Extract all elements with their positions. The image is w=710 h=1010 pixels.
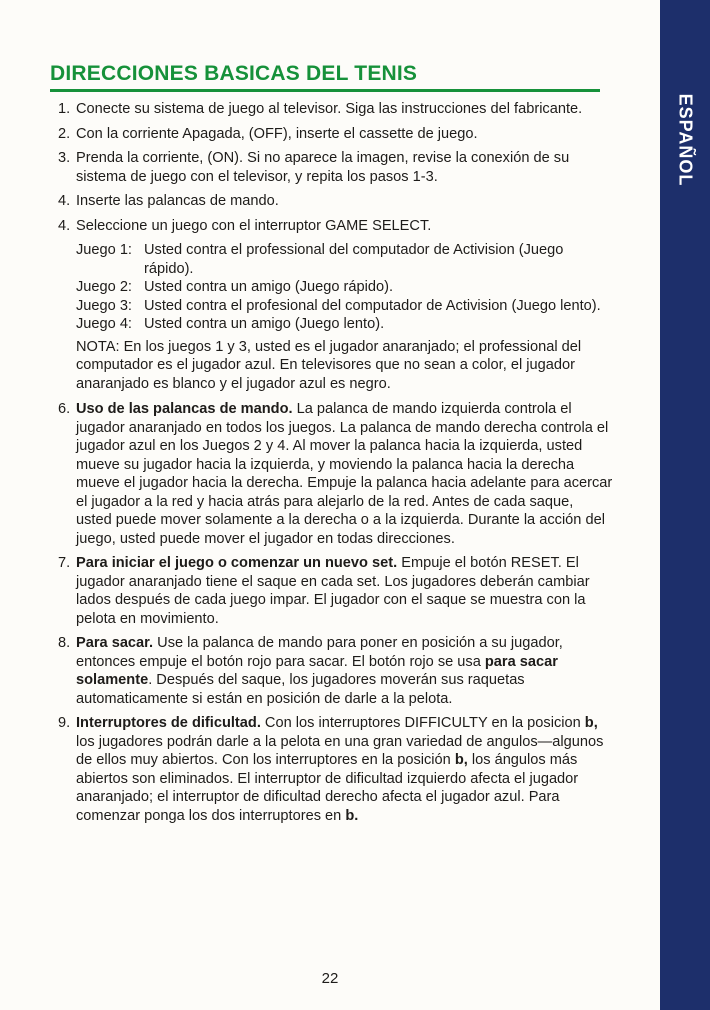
page-number: 22 [321, 970, 339, 987]
emphasis-text: b. [345, 807, 359, 824]
step-number: 9. [58, 715, 71, 731]
step-text: La palanca de mando izquierda controla el jugador anaranjado en todos los juegos. La palanca de mando derecha controla el jugador azul en los Juegos 2 y 4. Al mover la palanca hacia la izquierda, usted mueve su jugador hacia la izquierda, y moviendo la palanca hacia la derecha mueve el jugador hacia la derecha. Empuje la palanca hacia adelante para acercar el jugador a la red y hacia atrás para alejarlo de la red. Antes de cada saque, usted puede mover solamente a la derecha o a la izquierda. Durante la acción del juego, usted puede mover el jugador en todas direcciones. [76, 401, 613, 547]
language-tab-label: ESPAÑOL [675, 93, 696, 187]
step-heading: Uso de las palancas de mando. [76, 401, 293, 417]
step-number: 3. [58, 150, 71, 166]
step-text: Use la palanca de mando para poner en posición a su jugador, entonces empuje el botón rojo para sacar. El botón rojo se usa [76, 635, 563, 670]
instructions-body [48, 100, 613, 831]
step-number: 1. [58, 101, 71, 117]
step-text: Prenda la corriente, (ON). Si no aparece la imagen, revise la conexión de su sistema de juego con el televisor, y repita los pasos 1-3. [76, 150, 570, 185]
emphasis-text: b, [584, 715, 598, 731]
title-underline [50, 89, 600, 92]
game-description: Usted contra el professional del computador de Activision (Juego rápido). [144, 242, 564, 277]
step-4-controllers [48, 192, 613, 211]
step-3 [48, 149, 613, 186]
step-1 [48, 100, 613, 119]
page-title: DIRECCIONES BASICAS DEL TENIS [50, 62, 418, 85]
step-8 [48, 634, 613, 708]
game-description: Usted contra un amigo (Juego rápido). [144, 279, 394, 295]
step-text: Con la corriente Apagada, (OFF), inserte el cassette de juego. [76, 125, 478, 142]
game-description: Usted contra el profesional del computador de Activision (Juego lento). [144, 297, 601, 314]
step-heading: Para sacar. [76, 635, 154, 651]
step-4-select [48, 217, 613, 236]
step-9 [48, 714, 613, 825]
step-text: Empuje el botón RESET. El jugador anaranjado tiene el saque en cada set. Los jugadores deberán cambiar lados después de cada juego impar. El jugador con el saque se muestra con la pelota en movimiento. [76, 555, 590, 627]
step-6 [48, 400, 613, 548]
step-text: Conecte su sistema de juego al televisor. Siga las instrucciones del fabricante. [76, 101, 583, 117]
emphasis-text: b, [454, 752, 468, 768]
emphasis-text: para sacar solamente [76, 653, 558, 688]
game-label: Juego 4: [76, 316, 132, 332]
step-number: 4. [58, 193, 71, 209]
game-description: Usted contra un amigo (Juego lento). [144, 316, 385, 332]
step-number: 7. [58, 555, 71, 571]
step-number: 4. [58, 217, 71, 234]
step-number: 8. [58, 635, 71, 651]
note-paragraph: NOTA: En los juegos 1 y 3, usted es el jugador anaranjado; el professional del computador es el jugador azul. En televisores que no sean a color, el jugador anaranjado es blanco y el jugador azul es negro. [76, 338, 582, 392]
game-label: Juego 2: [76, 279, 132, 295]
step-heading: Para iniciar el juego o comenzar un nuevo set. [76, 555, 398, 571]
step-text: los jugadores podrán darle a la pelota en una gran variedad de angulos—algunos de ellos muy abiertos. Con los interruptores en la posición [76, 733, 604, 768]
step-text: . Después del saque, los jugadores moverán sus raquetas automaticamente si están en posición de darle a la pelota. [76, 672, 525, 707]
step-heading: Interruptores de dificultad. [76, 715, 261, 731]
step-7 [48, 554, 613, 628]
step-2 [48, 125, 613, 144]
step-text: los ángulos más abiertos son eliminados. El interruptor de dificultad izquierdo afecta el jugador anaranjado; el interruptor de dificultad derecho afecta el jugador azul. Para comenzar ponga los dos interruptores en [76, 752, 579, 824]
game-option [76, 315, 613, 334]
game-option [76, 278, 613, 297]
game-list [76, 241, 613, 334]
step-text: Inserte las palancas de mando. [76, 193, 279, 209]
step-text: Seleccione un juego con el interruptor GAME SELECT. [76, 217, 432, 234]
game-label: Juego 3: [76, 297, 132, 314]
step-text: Con los interruptores DIFFICULTY en la posicion [260, 715, 585, 731]
step-number: 6. [58, 401, 71, 417]
game-option [76, 241, 613, 278]
game-label: Juego 1: [76, 242, 132, 258]
step-number: 2. [58, 125, 71, 142]
game-option [76, 297, 613, 316]
